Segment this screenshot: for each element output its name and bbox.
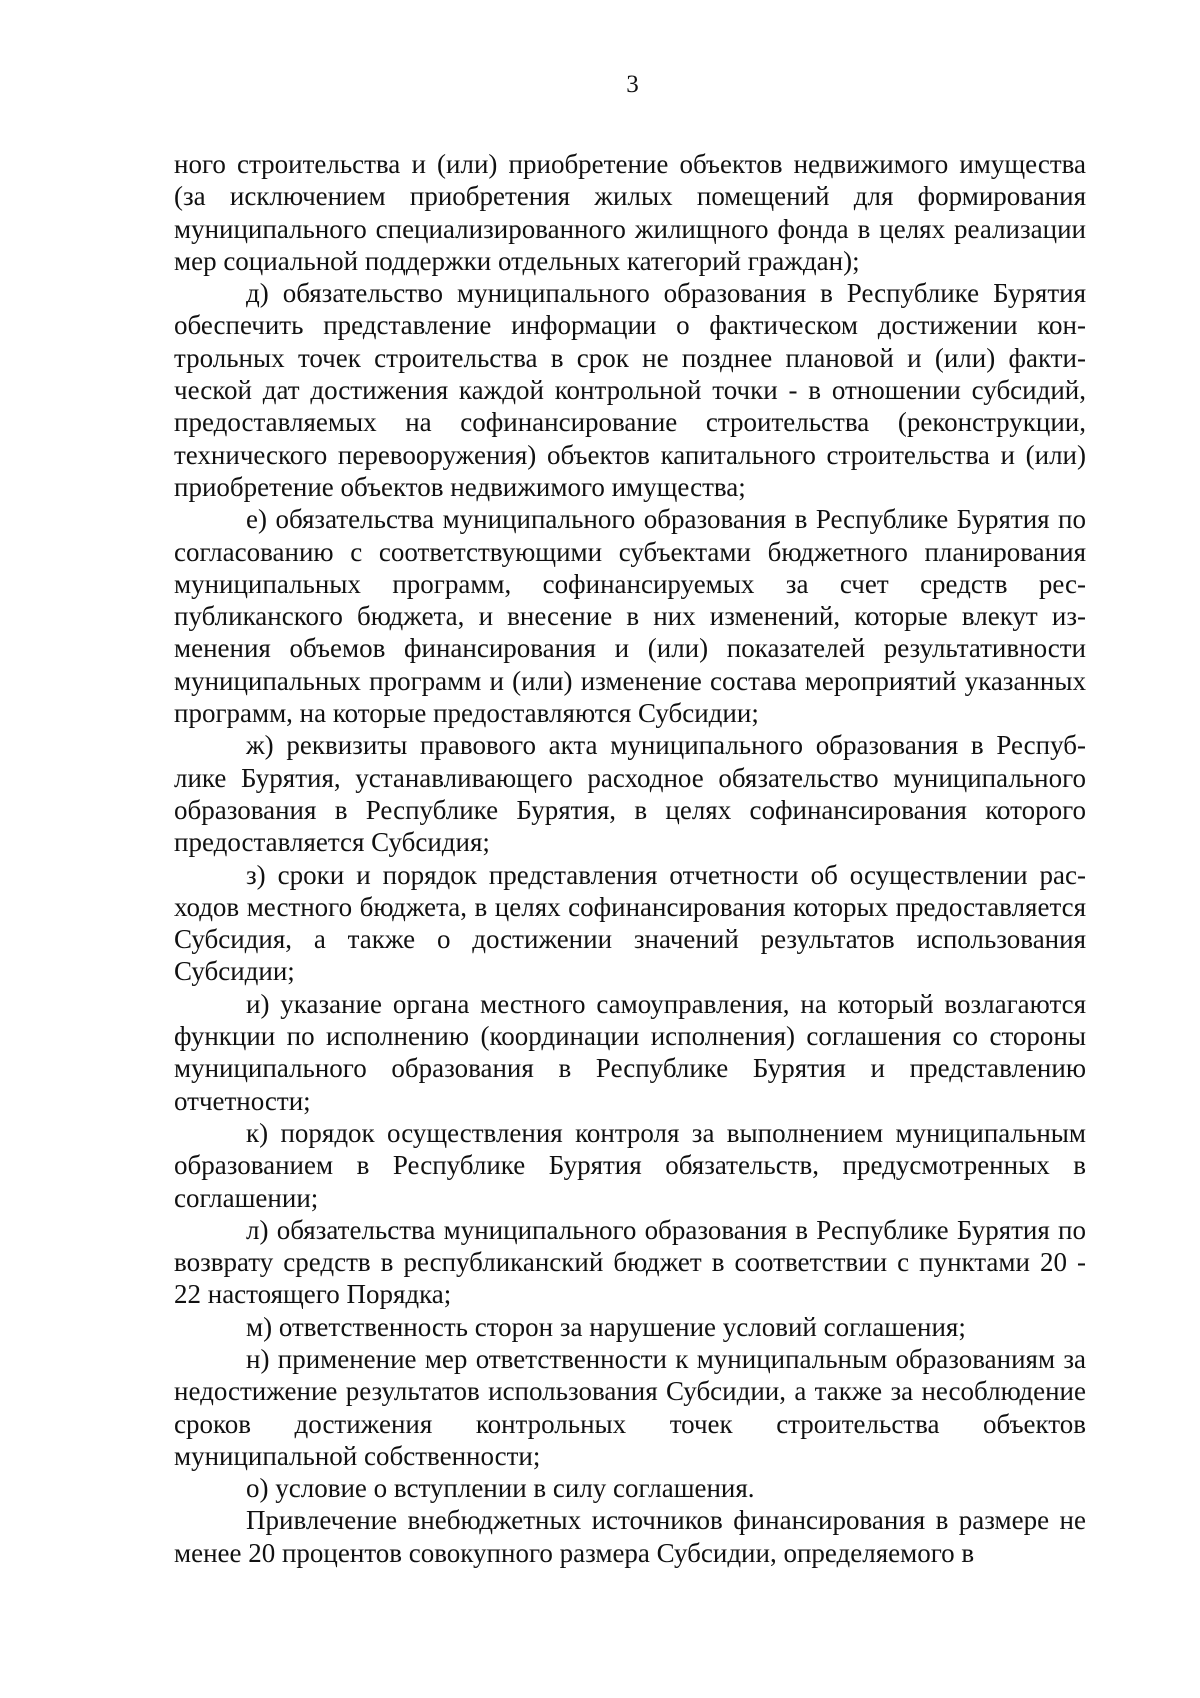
page-number: 3	[626, 71, 639, 98]
paragraph-item-e: е) обязательства муниципального образования в Республике Бурятия по согласованию с соответствующими субъектами бюджетного планирования муниципальных программ, софинансируемых за счет средств республиканского бюджета, и внесение в них изменений, которые влекут изменения объемов финансирования и (или) показателей результативности муниципальных программ и (или) изменение состава мероприятий указанных программ, на которые предоставляются Субсидии;	[174, 504, 1086, 729]
paragraph-continuation: ного строительства и (или) приобретение объектов недвижимого имущества (за исключением приобретения жилых помещений для формирования муниципального специализированного жилищного фонда в целях реализации мер социальной поддержки отдельных категорий граждан);	[174, 149, 1086, 276]
document-body	[174, 148, 1086, 1569]
paragraph-item-i: и) указание органа местного самоуправления, на который возлагаются функции по исполнению (координации исполнения) соглашения со стороны муниципального образования в Республике Бурятия и представлению отчетности;	[174, 988, 1086, 1116]
paragraph-item-z: з) сроки и порядок представления отчетности об осуществлении расходов местного бюджета, в целях софинансирования которых предоставляется Субсидия, а также о достижении значений результатов использования Субсидии;	[174, 859, 1086, 987]
paragraph-item-l: л) обязательства муниципального образования в Республике Бурятия по возврату средств в республиканский бюджет в соответствии с пунктами 20 - 22 настоящего Порядка;	[174, 1214, 1086, 1310]
paragraph-item-n: н) применение мер ответственности к муниципальным образованиям за недостижение результатов использования Субсидии, а также за несоблюдение сроков достижения контрольных точек строительства объектов муниципальной собственности;	[174, 1343, 1086, 1471]
paragraph-item-o: о) условие о вступлении в силу соглашения.	[246, 1473, 755, 1504]
paragraph-item-m: м) ответственность сторон за нарушение условий соглашения;	[246, 1311, 966, 1342]
paragraph-item-d: д) обязательство муниципального образования в Республике Бурятия обеспечить представление информации о фактическом достижении контрольных точек строительства в срок не позднее плановой и (или) фактической дат достижения каждой контрольной точки - в отношении субсидий, предоставляемых на софинансирование строительства (реконструкции, технического перевооружения) объектов капитального строительства и (или) приобретение объектов недвижимого имущества;	[174, 278, 1086, 502]
paragraph-extrabudgetary: Привлечение внебюджетных источников финансирования в размере не менее 20 процентов совокупного размера Субсидии, определяемого в	[174, 1505, 1086, 1568]
paragraph-item-k: к) порядок осуществления контроля за выполнением муниципальным образованием в Республике Бурятия обязательств, предусмотренных в соглашении;	[174, 1117, 1086, 1213]
paragraph-item-zh: ж) реквизиты правового акта муниципального образования в Республике Бурятия, устанавливающего расходное обязательство муниципального образования в Республике Бурятия, в целях софинансирования которого предоставляется Субсидия;	[174, 730, 1086, 858]
